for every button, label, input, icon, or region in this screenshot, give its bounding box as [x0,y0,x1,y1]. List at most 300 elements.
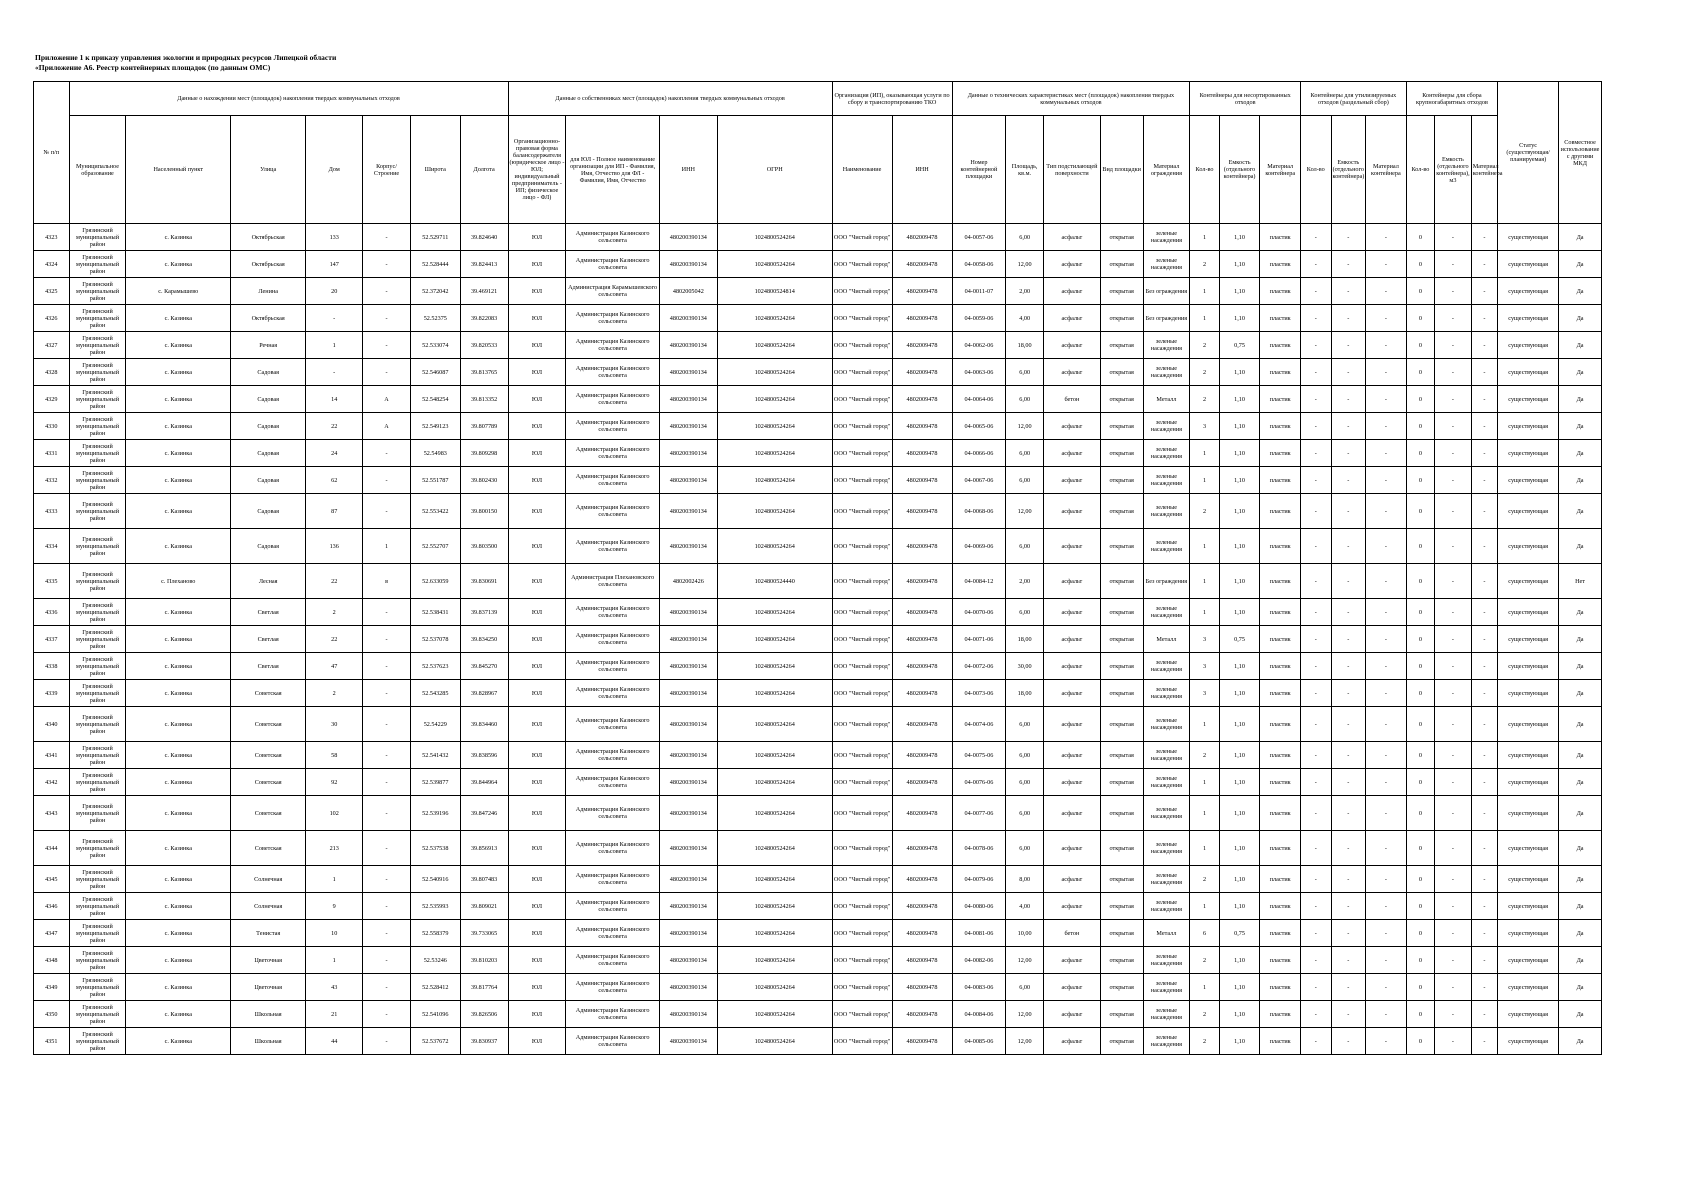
table-cell: 52.540916 [410,866,460,893]
table-cell: Металл [1143,626,1190,653]
table-cell: 39.802430 [460,467,508,494]
table-cell: 1 [1190,564,1219,599]
table-cell: 39.810203 [460,947,508,974]
table-cell: с. Казинка [126,494,231,529]
table-cell: 6,00 [1006,224,1044,251]
table-cell: 4347 [34,920,70,947]
table-cell: зеленые насаждения [1143,359,1190,386]
table-cell: ЮЛ [508,1028,566,1055]
table-cell: 6,00 [1006,769,1044,796]
table-cell: 0,75 [1219,332,1260,359]
table-cell: 2 [306,680,363,707]
table-cell: открытая [1100,680,1143,707]
table-cell: пластик [1260,599,1301,626]
table-cell: - [1301,893,1331,920]
table-cell: Грязинский муниципальный район [69,680,126,707]
table-cell: - [1471,599,1497,626]
table-cell: 52.546087 [410,359,460,386]
table-row [34,1001,1602,1028]
table-cell: 1024800524264 [717,893,832,920]
table-cell: Советская [231,707,306,742]
heading-line-1: Приложение 1 к приказу управления экологии и природных ресурсов Липецкой области [35,53,337,62]
table-cell: 6,00 [1006,529,1044,564]
table-cell: 52.549123 [410,413,460,440]
table-cell: - [1366,1001,1407,1028]
table-cell: 4802003901З4 [659,305,717,332]
table-cell: ООО "Чистый город" [832,974,892,1001]
table-cell: 0 [1406,332,1434,359]
table-cell: 1,10 [1219,742,1260,769]
table-cell: существующая [1498,680,1559,707]
table-cell: 39.838596 [460,742,508,769]
table-cell: Грязинский муниципальный район [69,1001,126,1028]
table-cell: - [1471,796,1497,831]
table-cell: Без ограждения [1143,564,1190,599]
table-cell: 4802003901З4 [659,866,717,893]
table-cell: 87 [306,494,363,529]
table-cell: 4802009478 [892,831,952,866]
table-cell: - [1435,796,1472,831]
table-cell: Грязинский муниципальный район [69,467,126,494]
table-cell: 24 [306,440,363,467]
table-cell: существующая [1498,769,1559,796]
table-cell: 4802003901З4 [659,1028,717,1055]
table-cell: 4802003901З4 [659,893,717,920]
table-cell: - [1331,866,1366,893]
table-cell: ЮЛ [508,680,566,707]
table-cell: 12,00 [1006,494,1044,529]
table-cell: 2,00 [1006,564,1044,599]
table-cell: ЮЛ [508,796,566,831]
table-cell: 04-0075-06 [952,742,1006,769]
table-cell: 39.803500 [460,529,508,564]
table-cell: - [363,653,411,680]
table-cell: - [363,599,411,626]
table-cell: существующая [1498,529,1559,564]
table-cell: 1 [363,529,411,564]
table-cell: 04-0083-06 [952,974,1006,1001]
table-row [34,626,1602,653]
table-cell: Администрация Казинского сельсовета [566,332,659,359]
table-cell: с. Казинка [126,831,231,866]
table-cell: ЮЛ [508,494,566,529]
table-row [34,564,1602,599]
table-row [34,947,1602,974]
table-cell: открытая [1100,947,1143,974]
table-row [34,769,1602,796]
table-cell: 39.844964 [460,769,508,796]
table-cell: зеленые насаждения [1143,893,1190,920]
table-cell: 0 [1406,866,1434,893]
table-cell: - [1366,599,1407,626]
table-cell: - [363,831,411,866]
table-cell: ЮЛ [508,251,566,278]
table-cell: Садовая [231,494,306,529]
table-cell: - [1435,707,1472,742]
table-cell: - [1366,494,1407,529]
table-cell: - [1471,1001,1497,1028]
table-cell: - [1301,413,1331,440]
table-cell: 47 [306,653,363,680]
table-cell: Грязинский муниципальный район [69,224,126,251]
table-cell: - [1331,467,1366,494]
table-cell: 4324 [34,251,70,278]
table-cell: 1 [1190,224,1219,251]
table-cell: Октябрьская [231,305,306,332]
table-cell: - [1471,440,1497,467]
table-cell: асфальт [1043,742,1100,769]
table-cell: 52.53246 [410,947,460,974]
table-cell: 1,10 [1219,529,1260,564]
table-cell: пластик [1260,413,1301,440]
table-cell: Грязинский муниципальный район [69,332,126,359]
column-header: Кол-во [1301,116,1331,224]
table-cell: Да [1559,831,1602,866]
table-cell: Администрация Казинского сельсовета [566,224,659,251]
table-cell: 4802009478 [892,1001,952,1028]
table-cell: с. Казинка [126,386,231,413]
table-cell: 4802003901З4 [659,920,717,947]
column-header: Муниципальное образование [69,116,126,224]
table-cell: 4337 [34,626,70,653]
table-cell: - [1366,769,1407,796]
table-cell: 39.856913 [460,831,508,866]
table-cell: 39.809021 [460,893,508,920]
table-cell: Солнечная [231,866,306,893]
table-cell: 04-0077-06 [952,796,1006,831]
table-cell: 4802003901З4 [659,359,717,386]
table-row [34,224,1602,251]
table-cell: - [1471,564,1497,599]
table-cell: 1,10 [1219,599,1260,626]
table-cell: - [1331,626,1366,653]
table-cell: 52.543285 [410,680,460,707]
table-cell: ООО "Чистый город" [832,769,892,796]
table-cell: зеленые насаждения [1143,1001,1190,1028]
table-cell: зеленые насаждения [1143,680,1190,707]
table-cell: 4802009478 [892,224,952,251]
table-cell: 1024800524264 [717,866,832,893]
table-cell: открытая [1100,529,1143,564]
table-cell: 4802009478 [892,796,952,831]
table-cell: пластик [1260,332,1301,359]
table-cell: - [1366,564,1407,599]
table-cell: Октябрьская [231,224,306,251]
table-cell: 04-0070-06 [952,599,1006,626]
table-cell: существующая [1498,920,1559,947]
table-cell: 30 [306,707,363,742]
table-cell: - [1301,529,1331,564]
table-cell: открытая [1100,332,1143,359]
table-cell: 1,10 [1219,278,1260,305]
table-cell: - [1366,653,1407,680]
table-cell: - [1471,305,1497,332]
table-row [34,529,1602,564]
table-cell: Садовая [231,359,306,386]
table-cell: 4802003901З4 [659,529,717,564]
table-cell: пластик [1260,831,1301,866]
table-cell: ООО "Чистый город" [832,251,892,278]
table-cell: 1024800524264 [717,413,832,440]
table-cell: Грязинский муниципальный район [69,653,126,680]
table-cell: 4802009478 [892,680,952,707]
table-cell: Без ограждения [1143,278,1190,305]
table-cell: 4802003901З4 [659,386,717,413]
table-cell: 136 [306,529,363,564]
col-header-status: Статус (существующая/ планируемая) [1498,82,1559,224]
table-cell: - [1331,1028,1366,1055]
table-cell: 0 [1406,305,1434,332]
table-cell: пластик [1260,866,1301,893]
table-cell: открытая [1100,386,1143,413]
table-cell: 6,00 [1006,831,1044,866]
table-cell: 1024800524264 [717,769,832,796]
table-cell: 4802009478 [892,769,952,796]
table-cell: 3 [1190,653,1219,680]
table-cell: 39.807483 [460,866,508,893]
table-cell: Да [1559,599,1602,626]
table-cell: 147 [306,251,363,278]
table-cell: - [1435,974,1472,1001]
table-cell: 12,00 [1006,1001,1044,1028]
table-cell: 2 [1190,251,1219,278]
table-cell: 4802003901З4 [659,742,717,769]
table-cell: 0 [1406,599,1434,626]
table-cell: Да [1559,224,1602,251]
table-cell: - [1435,599,1472,626]
table-cell: асфальт [1043,769,1100,796]
table-cell: существующая [1498,1028,1559,1055]
table-cell: 4341 [34,742,70,769]
table-cell: 52.537623 [410,653,460,680]
table-cell: 39.845270 [460,653,508,680]
group-header-row [34,82,1602,116]
table-cell: - [1301,440,1331,467]
table-cell: ООО "Чистый город" [832,224,892,251]
table-cell: 39.820533 [460,332,508,359]
table-cell: 04-0069-06 [952,529,1006,564]
table-cell: 4802009478 [892,278,952,305]
table-cell: 1,10 [1219,1001,1260,1028]
table-cell: 1024800524264 [717,386,832,413]
table-cell: - [1471,278,1497,305]
table-cell: Администрация Казинского сельсовета [566,626,659,653]
table-cell: с. Казинка [126,332,231,359]
table-cell: 1024800524264 [717,224,832,251]
table-cell: 04-0065-06 [952,413,1006,440]
table-cell: ЮЛ [508,529,566,564]
table-cell: 1,10 [1219,224,1260,251]
table-cell: 04-0064-06 [952,386,1006,413]
table-cell: - [363,305,411,332]
table-cell: - [363,494,411,529]
table-row [34,653,1602,680]
table-cell: существующая [1498,599,1559,626]
table-cell: с. Казинка [126,974,231,1001]
table-cell: 4334 [34,529,70,564]
table-cell: пластик [1260,920,1301,947]
table-cell: Да [1559,626,1602,653]
col-header-shared-use: Совместное использование с другими МКД [1559,82,1602,224]
table-row [34,831,1602,866]
table-cell: 39.824640 [460,224,508,251]
table-cell: ООО "Чистый город" [832,1001,892,1028]
table-cell: ЮЛ [508,707,566,742]
table-cell: 12,00 [1006,1028,1044,1055]
table-cell: 0 [1406,626,1434,653]
table-cell: 39.809298 [460,440,508,467]
table-row [34,494,1602,529]
table-cell: 9 [306,893,363,920]
table-cell: 1 [1190,893,1219,920]
table-cell: ООО "Чистый город" [832,920,892,947]
table-cell: 0 [1406,769,1434,796]
table-cell: 2,00 [1006,278,1044,305]
table-cell: 1024800524264 [717,332,832,359]
table-row [34,707,1602,742]
table-cell: открытая [1100,707,1143,742]
table-cell: Грязинский муниципальный район [69,974,126,1001]
table-row [34,386,1602,413]
table-cell: 0 [1406,742,1434,769]
table-cell: Да [1559,278,1602,305]
table-cell: - [1366,974,1407,1001]
table-cell: 1,10 [1219,359,1260,386]
table-cell: зеленые насаждения [1143,974,1190,1001]
table-cell: асфальт [1043,707,1100,742]
table-cell: 0 [1406,653,1434,680]
table-cell: - [1301,707,1331,742]
table-cell: 1,10 [1219,653,1260,680]
table-cell: с. Карамышево [126,278,231,305]
table-cell: 04-0063-06 [952,359,1006,386]
table-cell: Да [1559,251,1602,278]
table-cell: 4802009478 [892,332,952,359]
table-cell: асфальт [1043,626,1100,653]
column-header: Вид площадки [1100,116,1143,224]
table-cell: 4338 [34,653,70,680]
table-cell: 39.824413 [460,251,508,278]
table-cell: пластик [1260,974,1301,1001]
table-cell: 39.813765 [460,359,508,386]
table-cell: Нет [1559,564,1602,599]
table-cell: 1,10 [1219,305,1260,332]
table-cell: ЮЛ [508,831,566,866]
table-cell: - [1435,332,1472,359]
table-cell: открытая [1100,278,1143,305]
table-cell: - [306,305,363,332]
table-cell: ООО "Чистый город" [832,947,892,974]
table-cell: - [1435,920,1472,947]
table-cell: 1024800524264 [717,440,832,467]
table-cell: с. Казинка [126,467,231,494]
table-cell: - [306,359,363,386]
table-cell: зеленые насаждения [1143,831,1190,866]
table-cell: 52.539196 [410,796,460,831]
table-cell: 4802009478 [892,1028,952,1055]
table-cell: Да [1559,359,1602,386]
table-cell: 1024800524814 [717,278,832,305]
table-cell: Грязинский муниципальный район [69,947,126,974]
table-cell: 4325 [34,278,70,305]
table-cell: ЮЛ [508,626,566,653]
table-cell: Советская [231,796,306,831]
table-cell: зеленые насаждения [1143,1028,1190,1055]
table-cell: зеленые насаждения [1143,494,1190,529]
table-cell: 0 [1406,680,1434,707]
table-cell: - [1301,831,1331,866]
table-cell: - [1331,769,1366,796]
table-cell: 0 [1406,386,1434,413]
table-cell: 1,10 [1219,251,1260,278]
table-cell: 39.834250 [460,626,508,653]
table-cell: - [1301,974,1331,1001]
table-cell: 04-0068-06 [952,494,1006,529]
table-cell: Администрация Казинского сельсовета [566,920,659,947]
table-cell: 8,00 [1006,866,1044,893]
column-header: Кол-во [1190,116,1219,224]
table-cell: Садовая [231,440,306,467]
table-cell: Цветочная [231,974,306,1001]
table-cell: Администрация Карамышевского сельсовета [566,278,659,305]
table-cell: 52.553422 [410,494,460,529]
table-cell: 52.539877 [410,769,460,796]
table-cell: 52.529711 [410,224,460,251]
table-cell: - [1471,920,1497,947]
table-cell: 4802003901З4 [659,707,717,742]
table-cell: 92 [306,769,363,796]
table-cell: - [1331,359,1366,386]
document-heading [35,53,336,73]
table-cell: 04-0085-06 [952,1028,1006,1055]
table-cell: 4332 [34,467,70,494]
table-cell: - [1435,251,1472,278]
table-cell: асфальт [1043,413,1100,440]
table-cell: Садовая [231,467,306,494]
table-cell: 1024800524440 [717,564,832,599]
table-cell: - [1366,278,1407,305]
table-cell: Администрация Казинского сельсовета [566,653,659,680]
table-cell: - [1435,626,1472,653]
group-header-owner: Данные о собственниках мест (площадок) накопления твердых коммунальных отходов [508,82,832,116]
table-cell: открытая [1100,626,1143,653]
table-cell: с. Плеханово [126,564,231,599]
heading-line-2: «Приложение А6. Реестр контейнерных площадок (по данным ОМС) [35,63,271,72]
table-cell: Светлая [231,626,306,653]
table-cell: - [363,1001,411,1028]
table-cell: с. Казинка [126,893,231,920]
table-row [34,305,1602,332]
table-cell: Садовая [231,529,306,564]
table-cell: 4802009478 [892,359,952,386]
table-cell: Да [1559,1001,1602,1028]
table-cell: 22 [306,626,363,653]
table-cell: открытая [1100,796,1143,831]
table-cell: открытая [1100,893,1143,920]
table-cell: Администрация Казинского сельсовета [566,413,659,440]
table-cell: 0,75 [1219,920,1260,947]
table-cell: 4802003901З4 [659,599,717,626]
table-cell: ООО "Чистый город" [832,494,892,529]
table-cell: 4802009478 [892,893,952,920]
table-cell: - [1301,947,1331,974]
table-cell: существующая [1498,564,1559,599]
column-header: Материал контейнера [1260,116,1301,224]
table-cell: Да [1559,680,1602,707]
table-cell: 1024800524264 [717,947,832,974]
table-cell: зеленые насаждения [1143,599,1190,626]
table-cell: 4802003901З4 [659,796,717,831]
